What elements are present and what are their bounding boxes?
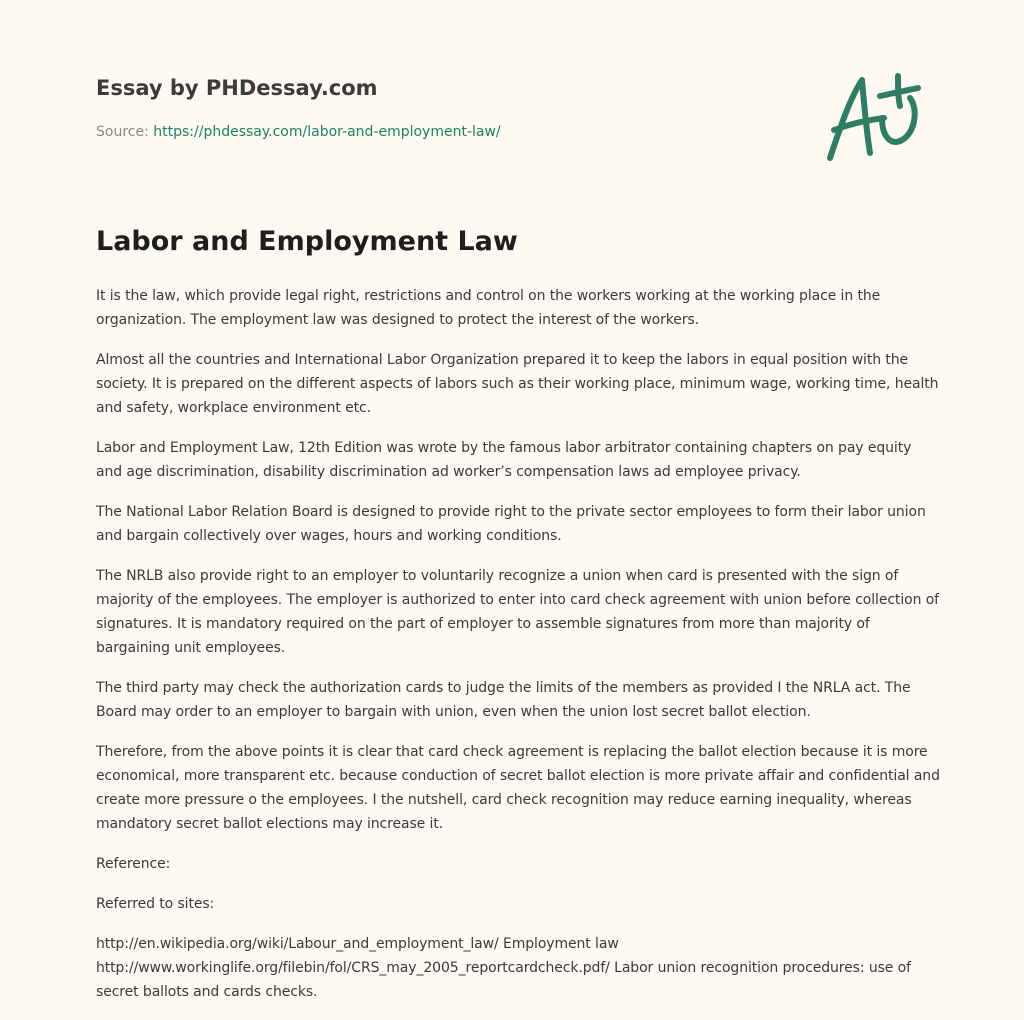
article-body [96, 284, 941, 1004]
referred-sites-heading: Referred to sites: [96, 896, 215, 912]
source-label: Source: [96, 124, 149, 140]
reference-item: http://www.workinglife.org/filebin/fol/CRS_may_2005_reportcardcheck.pdf/ Labor union recognition procedures: use of secret ballots and cards checks. [96, 960, 911, 1000]
reference-list [96, 932, 941, 1004]
source-line [96, 124, 501, 140]
paragraph: The National Labor Relation Board is designed to provide right to the private sector employees to form their labor union and bargain collectively over wages, hours and working conditions. [96, 504, 926, 544]
paragraph: The NRLB also provide right to an employer to voluntarily recognize a union when card is presented with the sign of majority of the employees. The employer is authorized to enter into card check agreement with union before collection of signatures. It is mandatory required on the part of employer to assemble signatures from more than majority of bargaining unit employees. [96, 568, 939, 656]
paragraph: The third party may check the authorization cards to judge the limits of the members as provided I the NRLA act. The Board may order to an employer to bargain with union, even when the union lost secret ballot election. [96, 680, 911, 720]
page-title: Labor and Employment Law [96, 226, 518, 257]
paragraph: It is the law, which provide legal right, restrictions and control on the workers working at the working place in the organization. The employment law was designed to protect the interest of the workers. [96, 288, 881, 328]
brand-title: Essay by PHDessay.com [96, 76, 378, 100]
paragraph: Almost all the countries and International Labor Organization prepared it to keep the labors in equal position with the society. It is prepared on the different aspects of labors such as their working place, minimum wage, working time, health and safety, workplace environment etc. [96, 352, 939, 416]
a-plus-logo-icon [820, 68, 930, 168]
paragraph: Therefore, from the above points it is clear that card check agreement is replacing the ballot election because it is more economical, more transparent etc. because conduction of secret ballot election is more private affair and confidential and create more pressure o the employees. I the nutshell, card check recognition may reduce earning inequality, whereas mandatory secret ballot elections may increase it. [96, 744, 940, 832]
paragraph: Labor and Employment Law, 12th Edition was wrote by the famous labor arbitrator containing chapters on pay equity and age discrimination, disability discrimination ad worker’s compensation laws ad employee privacy. [96, 440, 912, 480]
reference-heading: Reference: [96, 856, 171, 872]
source-link[interactable]: https://phdessay.com/labor-and-employment-law/ [153, 124, 501, 140]
reference-item: http://en.wikipedia.org/wiki/Labour_and_employment_law/ Employment law [96, 936, 619, 952]
